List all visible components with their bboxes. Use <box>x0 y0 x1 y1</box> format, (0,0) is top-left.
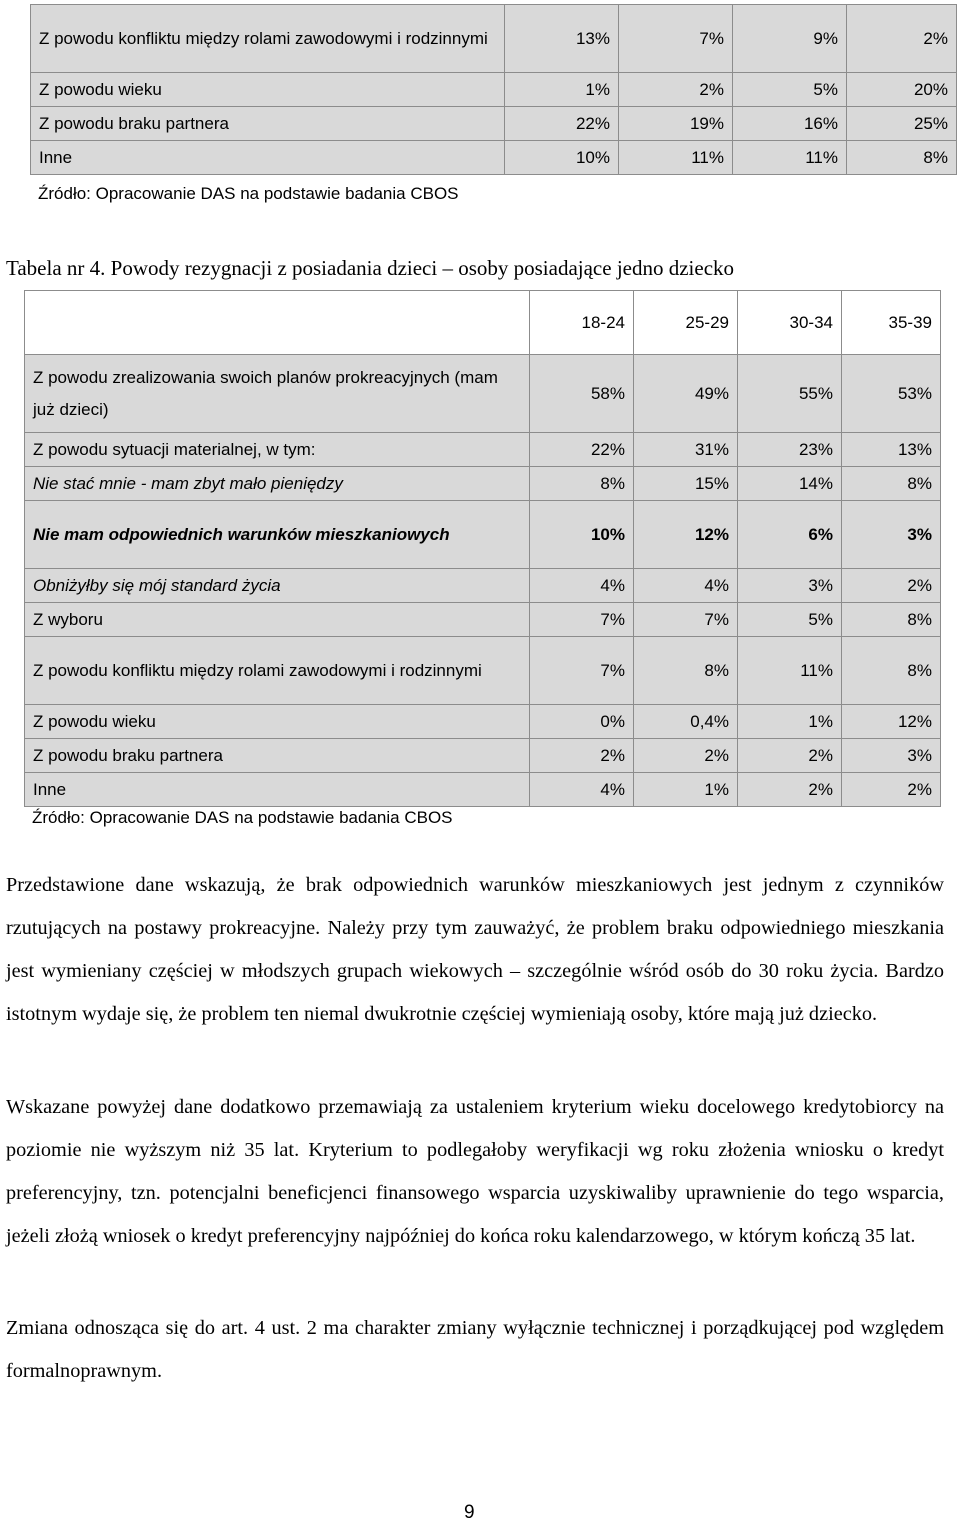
cell: 8% <box>842 637 941 705</box>
row-label: Z wyboru <box>25 603 530 637</box>
cell: 11% <box>619 141 733 175</box>
cell: 23% <box>738 433 842 467</box>
cell: 25% <box>847 107 957 141</box>
cell: 2% <box>842 569 941 603</box>
cell: 3% <box>738 569 842 603</box>
table-row <box>25 603 941 637</box>
cell: 1% <box>738 705 842 739</box>
cell: 53% <box>842 355 941 433</box>
table-row-highlight <box>25 501 941 569</box>
cell: 14% <box>738 467 842 501</box>
cell: 2% <box>738 773 842 807</box>
cell: 16% <box>733 107 847 141</box>
cell: 49% <box>634 355 738 433</box>
cell: 0,4% <box>634 705 738 739</box>
row-label: Z powodu braku partnera <box>25 739 530 773</box>
cell: 7% <box>634 603 738 637</box>
cell: 4% <box>530 569 634 603</box>
cell: 2% <box>842 773 941 807</box>
row-label: Z powodu konfliktu między rolami zawodowymi i rodzinnymi <box>25 637 530 705</box>
cell: 4% <box>634 569 738 603</box>
row-label: Nie mam odpowiednich warunków mieszkaniowych <box>25 501 530 569</box>
cell: 7% <box>619 5 733 73</box>
row-label: Z powodu sytuacji materialnej, w tym: <box>25 433 530 467</box>
cell: 8% <box>634 637 738 705</box>
header-empty <box>25 291 530 355</box>
cell: 0% <box>530 705 634 739</box>
cell: 1% <box>634 773 738 807</box>
cell: 55% <box>738 355 842 433</box>
cell: 9% <box>733 5 847 73</box>
paragraph-3: Zmiana odnosząca się do art. 4 ust. 2 ma charakter zmiany wyłącznie technicznej i porządkującej pod względem formalnoprawnym. <box>6 1317 944 1382</box>
cell: 12% <box>842 705 941 739</box>
cell: 2% <box>847 5 957 73</box>
table-2-caption: Tabela nr 4. Powody rezygnacji z posiadania dzieci – osoby posiadające jedno dziecko <box>6 256 735 280</box>
column-header: 18-24 <box>530 291 634 355</box>
cell: 11% <box>738 637 842 705</box>
table-1-source: Źródło: Opracowanie DAS na podstawie badania CBOS <box>38 184 459 203</box>
row-label: Obniżyłby się mój standard życia <box>25 569 530 603</box>
cell: 2% <box>738 739 842 773</box>
cell: 20% <box>847 73 957 107</box>
cell: 15% <box>634 467 738 501</box>
table-2 <box>24 290 941 807</box>
cell: 2% <box>634 739 738 773</box>
cell: 5% <box>733 73 847 107</box>
row-label: Z powodu konfliktu między rolami zawodowymi i rodzinnymi <box>31 5 505 73</box>
row-label: Nie stać mnie - mam zbyt mało pieniędzy <box>25 467 530 501</box>
cell: 6% <box>738 501 842 569</box>
cell: 2% <box>530 739 634 773</box>
table-row <box>31 107 957 141</box>
table-row <box>25 739 941 773</box>
row-label: Z powodu wieku <box>31 73 505 107</box>
cell: 10% <box>530 501 634 569</box>
table-row <box>25 569 941 603</box>
row-label: Inne <box>25 773 530 807</box>
cell: 7% <box>530 603 634 637</box>
cell: 8% <box>842 603 941 637</box>
cell: 7% <box>530 637 634 705</box>
table-header-row <box>25 291 941 355</box>
row-label: Z powodu wieku <box>25 705 530 739</box>
cell: 8% <box>530 467 634 501</box>
cell: 31% <box>634 433 738 467</box>
cell: 3% <box>842 501 941 569</box>
table-row <box>25 355 941 433</box>
table-row <box>25 637 941 705</box>
cell: 13% <box>842 433 941 467</box>
cell: 22% <box>530 433 634 467</box>
cell: 19% <box>619 107 733 141</box>
page-number: 9 <box>464 1502 475 1523</box>
table-row <box>25 433 941 467</box>
cell: 4% <box>530 773 634 807</box>
table-row <box>31 73 957 107</box>
column-header: 25-29 <box>634 291 738 355</box>
cell: 12% <box>634 501 738 569</box>
paragraph-1: Przedstawione dane wskazują, że brak odpowiednich warunków mieszkaniowych jest jednym z czynników rzutujących na postawy prokreacyjne. Należy przy tym zauważyć, że problem braku odpowiedniego mieszkania jest wymieniany częściej w młodszych grupach wiekowych – szczególnie wśród osób do 30 roku życia. Bardzo istotnym wydaje się, że problem ten niemal dwukrotnie częściej wymieniają osoby, które mają już dziecko. <box>6 874 944 1025</box>
row-label: Inne <box>31 141 505 175</box>
row-label: Z powodu braku partnera <box>31 107 505 141</box>
cell: 2% <box>619 73 733 107</box>
table-row <box>25 705 941 739</box>
cell: 13% <box>505 5 619 73</box>
cell: 10% <box>505 141 619 175</box>
table-row <box>25 773 941 807</box>
cell: 22% <box>505 107 619 141</box>
cell: 3% <box>842 739 941 773</box>
paragraph-2: Wskazane powyżej dane dodatkowo przemawiają za ustaleniem kryterium wieku docelowego kredytobiorcy na poziomie nie wyższym niż 35 lat. Kryterium to podlegałoby weryfikacji wg roku złożenia wniosku o kredyt preferencyjny, tzn. potencjalni beneficjenci finansowego wsparcia uzyskiwaliby uprawnienie do tego wsparcia, jeżeli złożą wniosek o kredyt preferencyjny najpóźniej do końca roku kalendarzowego, w którym kończą 35 lat. <box>6 1096 944 1247</box>
cell: 8% <box>842 467 941 501</box>
row-label: Z powodu zrealizowania swoich planów prokreacyjnych (mam już dzieci) <box>25 355 530 433</box>
table-row <box>25 467 941 501</box>
table-1 <box>30 4 957 175</box>
table-row <box>31 141 957 175</box>
table-2-source: Źródło: Opracowanie DAS na podstawie badania CBOS <box>32 808 453 827</box>
cell: 5% <box>738 603 842 637</box>
cell: 8% <box>847 141 957 175</box>
table-row <box>31 5 957 73</box>
cell: 58% <box>530 355 634 433</box>
cell: 11% <box>733 141 847 175</box>
column-header: 35-39 <box>842 291 941 355</box>
column-header: 30-34 <box>738 291 842 355</box>
cell: 1% <box>505 73 619 107</box>
